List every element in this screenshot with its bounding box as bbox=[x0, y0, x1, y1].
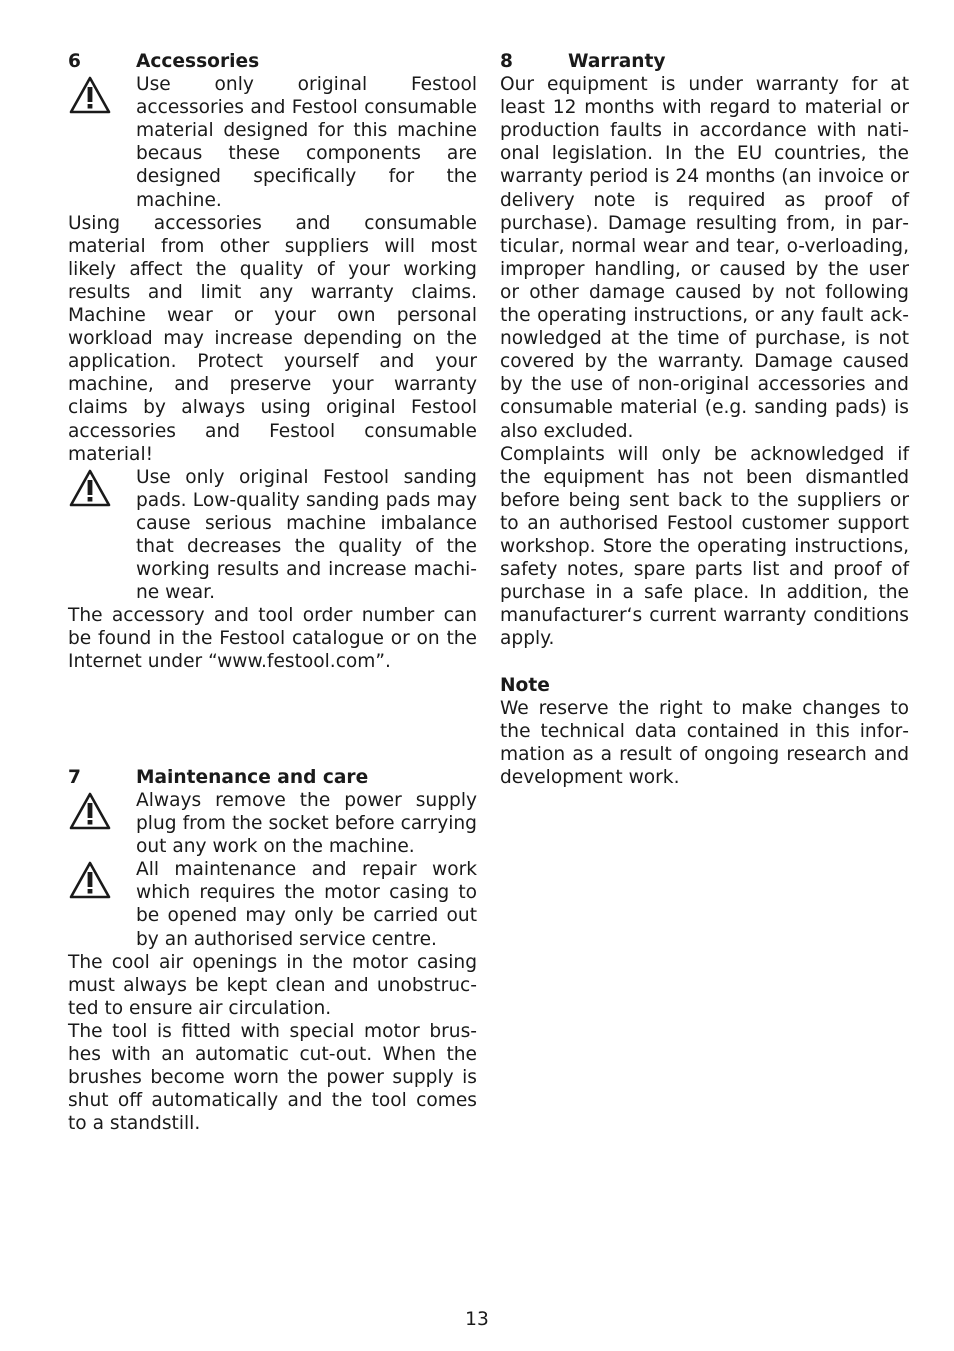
paragraph: The tool is fitted with special motor brushes with an automatic cut-out. When the brushes become worn the power supply is shut off automatically and the tool comes to a standstill. bbox=[68, 1020, 477, 1135]
paragraph: The accessory and tool order number can be found in the Festool catalogue or on the Internet under “www.festool.com”. bbox=[68, 605, 477, 673]
warning-triangle-icon bbox=[68, 468, 112, 508]
section-heading-maintenance bbox=[68, 766, 477, 789]
note-heading bbox=[500, 674, 909, 697]
warning-block bbox=[68, 789, 477, 858]
section-number: 6 bbox=[68, 51, 81, 72]
paragraph: Using accessories and consumable material from other suppliers will most likely affect the quality of your working results and limit any warranty claims. Machine wear or your own personal workload may increase depending on the application. Protect yourself and your machine, and preserve your warranty claims by always using original Festool accessories and Festool consumable material! bbox=[68, 212, 477, 465]
warning-block bbox=[68, 466, 477, 605]
note-title: Note bbox=[500, 674, 550, 696]
paragraph: We reserve the right to make changes to the technical data contained in this information as a result of ongoing research and development work. bbox=[500, 697, 909, 788]
page-number: 13 bbox=[465, 1309, 489, 1330]
warning-text: Use only original Festool accessories and Festool consumable material designed for this machine becaus these components are designed specifically for the machine. bbox=[136, 74, 477, 211]
section-title: Accessories bbox=[136, 51, 260, 72]
warning-triangle-icon bbox=[68, 791, 112, 831]
warning-text: All maintenance and repair work which requires the motor casing to be opened may only be carried out by an authorised service centre. bbox=[136, 859, 477, 950]
section-heading-accessories bbox=[68, 50, 477, 73]
warning-block bbox=[68, 858, 477, 950]
right-column bbox=[500, 50, 909, 789]
warning-text: Use only original Festool sanding pads. Low-quality sanding pads may cause serious machine imbalance that decreases the quality of the working results and increase machine wear. bbox=[136, 466, 477, 604]
paragraph: Our equipment is under warranty for at least 12 months with regard to material or production faults in accordance with national legislation. In the EU countries, the warranty period is 24 months (an invoice or delivery note is required as proof of purchase). Damage resulting from, in particular, normal wear and tear, o-verloading, improper handling, or caused by the user or other damage caused by not following the operating instructions, or any fault acknowledged at the time of purchase, is not covered by the warranty. Damage caused by the use of non-original accessories and consumable material (e.g. sanding pads) is also excluded. bbox=[500, 74, 909, 442]
warning-text: Always remove the power supply plug from the socket before carrying out any work on the machine. bbox=[136, 790, 477, 858]
paragraph: The cool air openings in the motor casing must always be kept clean and unobstructed to ensure air circulation. bbox=[68, 951, 477, 1019]
section-title: Warranty bbox=[568, 51, 666, 72]
warning-triangle-icon bbox=[68, 75, 112, 115]
left-column bbox=[68, 50, 477, 1135]
section-number: 7 bbox=[68, 766, 81, 788]
section-heading-warranty bbox=[500, 50, 909, 73]
warning-block bbox=[68, 73, 477, 212]
warning-triangle-icon bbox=[68, 860, 112, 900]
section-title: Maintenance and care bbox=[136, 766, 369, 788]
paragraph: Complaints will only be acknowledged if the equipment has not been dismantled before being sent back to the suppliers or to an authorised Festool customer support workshop. Store the operating instructions, safety notes, spare parts list and proof of purchase in a safe place. In addition, the manufacturer‘s current warranty conditions apply. bbox=[500, 443, 909, 650]
section-number: 8 bbox=[500, 51, 513, 72]
